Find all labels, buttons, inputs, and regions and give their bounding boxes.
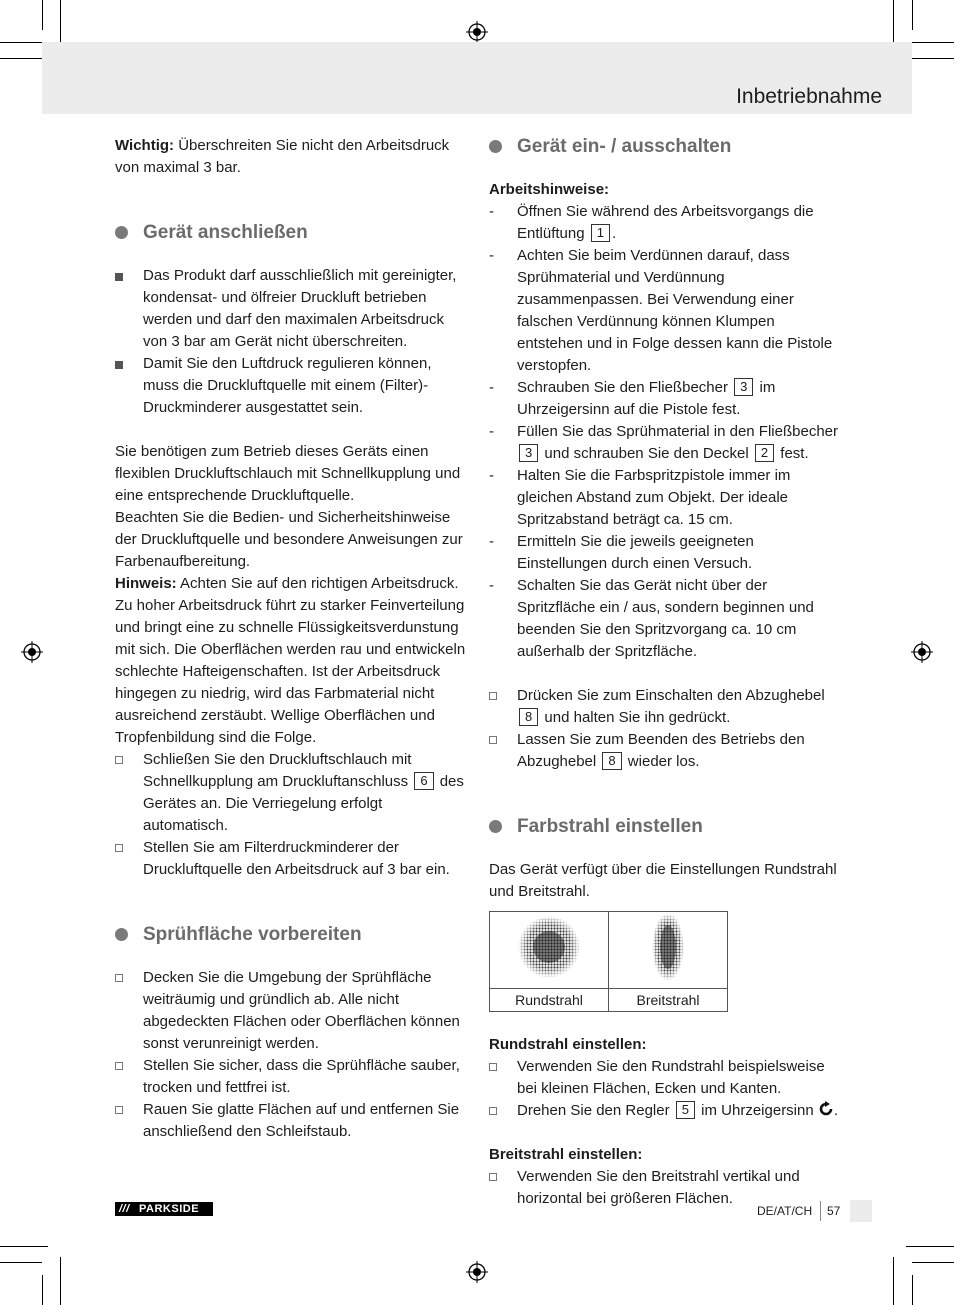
checkbox-bullet-icon [489,1107,497,1115]
footer-block [850,1200,872,1222]
crop-mark [912,1262,954,1263]
round-steps [489,1056,841,1122]
connect-bullets [115,265,467,419]
subhead-work-notes: Arbeitshinweise: [489,181,610,198]
list-item [489,531,841,575]
crop-mark [42,0,43,30]
section-title-switch [489,135,841,159]
checkbox-bullet-icon [489,692,497,700]
list-item-text: im Uhrzeigersinn auf die Pistole fest. [517,379,776,418]
crop-mark [42,1275,43,1305]
checkbox-bullet-icon [489,1173,497,1181]
list-item [489,729,841,773]
dash-bullet-icon: - [489,467,494,484]
list-item-text: fest. [776,445,809,462]
dash-bullet-icon: - [489,247,494,264]
hint-bold: Hinweis: [115,575,177,592]
list-item-text: Drücken Sie zum Einschalten den Abzughebel [517,687,825,704]
list-item [489,201,841,245]
registration-mark-icon [466,21,488,43]
crop-mark [0,1262,42,1263]
list-item [489,377,841,421]
work-notes [489,201,841,663]
list-item-text: und halten Sie ihn gedrückt. [540,709,731,726]
list-item-text: Halten Sie die Farbspritzpistole immer im gleichen Abstand zum Objekt. Der ideale Spritzabstand beträgt ca. 15 cm. [517,467,791,528]
dash-bullet-icon: - [489,423,494,440]
list-item-text: Drehen Sie den Regler [517,1102,670,1119]
round-spray-icon [517,915,581,979]
crop-mark [893,1257,894,1305]
list-item-text: Verwenden Sie den Rundstrahl beispielsweise bei kleinen Flächen, Ecken und Kanten. [517,1058,825,1097]
crop-mark [893,0,894,48]
list-item [115,1055,467,1099]
part-number: 8 [519,708,538,726]
list-item [489,685,841,729]
list-item-text: Ermitteln Sie die jeweils geeigneten Einstellungen durch einen Versuch. [517,533,754,572]
registration-mark-icon [911,641,933,663]
left-column [115,135,467,1143]
list-item [489,421,841,465]
square-bullet-icon [115,273,123,281]
list-item-text: Schrauben Sie den Fließbecher [517,379,728,396]
checkbox-bullet-icon [115,756,123,764]
part-number: 3 [519,444,538,462]
section-title-text: Gerät ein- / ausschalten [517,136,732,157]
list-item-text: Lassen Sie zum Beenden des Betriebs den Abzughebel [517,731,805,770]
list-item-text: und schrauben Sie den Deckel [540,445,749,462]
list-item-text: . [833,1102,839,1119]
clockwise-arrow-icon [818,1101,834,1117]
intro-note [115,135,467,179]
list-item [489,575,841,663]
list-item [115,353,467,419]
prepare-steps [115,967,467,1143]
page-title: Inbetriebnahme [736,85,882,108]
dash-bullet-icon: - [489,533,494,550]
list-item-text: Achten Sie beim Verdünnen darauf, dass Sprühmaterial und Verdünnung zusammenpassen. Bei Verwendung einer falschen Verdünnung können Klumpen entstehen und in Folge dessen kann die Pistole verstopfen. [517,247,833,374]
crop-mark [906,58,954,59]
brand-name: PARKSIDE [139,1203,200,1215]
crop-mark [906,1246,954,1247]
intro-text: Überschreiten Sie nicht den Arbeitsdruck von maximal 3 bar. [115,137,450,176]
paragraph: Das Gerät verfügt über die Einstellungen Rundstrahl und Breitstrahl. [489,861,837,900]
checkbox-bullet-icon [115,844,123,852]
list-item [115,967,467,1055]
part-number: 8 [602,752,621,770]
registration-mark-icon [466,1261,488,1283]
page-number: 57 [827,1204,841,1218]
part-number: 6 [414,772,433,790]
crop-mark [912,0,913,30]
connect-steps [115,749,467,881]
list-item [115,265,467,353]
footer-divider [820,1201,821,1221]
section-title-text: Gerät anschließen [143,222,308,243]
part-number: 3 [734,378,753,396]
list-item-text: des Gerätes an. Die Verriegelung erfolgt automatisch. [143,773,464,834]
list-item-text: Das Produkt darf ausschließlich mit gereinigter, kondensat- und ölfreier Druckluft betrieben werden und darf den maximalen Arbeitsdruck von 3 bar am Gerät nicht überschreiten. [143,267,457,350]
list-item-text: wieder los. [623,753,700,770]
list-item-text: Füllen Sie das Sprühmaterial in den Fließbecher [517,423,838,440]
footer-language: DE/AT/CH [757,1204,813,1218]
switch-steps [489,685,841,773]
list-item-text: Stellen Sie am Filterdruckminderer der Druckluftquelle den Arbeitsdruck auf 3 bar ein. [143,839,450,878]
checkbox-bullet-icon [115,1062,123,1070]
crop-mark [0,1246,48,1247]
square-bullet-icon [115,361,123,369]
checkbox-bullet-icon [115,1106,123,1114]
crop-mark [60,0,61,48]
crop-mark [60,1257,61,1305]
dash-bullet-icon: - [489,379,494,396]
part-number: 1 [591,224,610,242]
list-item [489,1056,841,1100]
subhead-round: Rundstrahl einstellen: [489,1036,647,1053]
checkbox-bullet-icon [489,1063,497,1071]
section-title-text: Sprühfläche vorbereiten [143,924,362,945]
section-title-connect [115,221,467,245]
bullet-dot-icon [489,140,502,153]
wide-pattern-cell [609,912,728,989]
crop-mark [0,58,48,59]
crop-mark [912,1275,913,1305]
round-pattern-label: Rundstrahl [490,989,609,1012]
list-item-text: Decken Sie die Umgebung der Sprühfläche weiträumig und gründlich ab. Alle nicht abgedeckten Flächen oder Oberflächen können sonst verunreinigt werden. [143,969,460,1052]
list-item [115,837,467,881]
checkbox-bullet-icon [489,736,497,744]
wide-pattern-label: Breitstrahl [609,989,728,1012]
list-item-text: Damit Sie den Luftdruck regulieren können, muss die Druckluftquelle mit einem (Filter)-Druckminderer ausgestattet sein. [143,355,432,416]
paragraph: Beachten Sie die Bedien- und Sicherheitshinweise der Druckluftquelle und besondere Anweisungen zur Farbenaufbereitung. [115,509,463,570]
right-column [489,135,841,1210]
list-item-text: . [611,225,617,242]
list-item-text: Schließen Sie den Druckluftschlauch mit Schnellkupplung am Druckluftanschluss [143,751,412,790]
bullet-dot-icon [115,226,128,239]
section-title-spray-pattern [489,815,841,839]
dash-bullet-icon: - [489,577,494,594]
list-item-text: im Uhrzeigersinn [697,1102,814,1119]
bullet-dot-icon [115,928,128,941]
logo-stripes-icon: /// [119,1203,130,1215]
paragraph: Sie benötigen zum Betrieb dieses Geräts einen flexiblen Druckluftschlauch mit Schnellkupplung und eine entsprechende Druckluftquelle. [115,443,461,504]
spray-pattern-table [489,911,728,1012]
list-item [489,465,841,531]
brand-logo [115,1202,213,1216]
section-title-prepare [115,923,467,947]
part-number: 5 [676,1101,695,1119]
bullet-dot-icon [489,820,502,833]
list-item-text: Öffnen Sie während des Arbeitsvorgangs die Entlüftung [517,203,814,242]
wide-spray-icon [648,912,688,982]
list-item-text: Stellen Sie sicher, dass die Sprühfläche sauber, trocken und fettfrei ist. [143,1057,460,1096]
part-number: 2 [755,444,774,462]
dash-bullet-icon: - [489,203,494,220]
round-pattern-cell [490,912,609,989]
list-item [489,1100,841,1122]
crop-mark [0,42,42,43]
crop-mark [912,42,954,43]
checkbox-bullet-icon [115,974,123,982]
hint-text: Achten Sie auf den richtigen Arbeitsdruck. Zu hoher Arbeitsdruck führt zu starker Feinverteilung und bringt eine zu schnelle Flüssigkeitsverdunstung mit sich. Die Oberflächen werden rau und entwickeln schlechte Hafteigenschaften. Ist der Arbeitsdruck hingegen zu niedrig, wird das Farbmaterial nicht ausreichend zerstäubt. Wellige Oberflächen und Tropfenbildung sind die Folge. [115,575,466,746]
list-item-text: Schalten Sie das Gerät nicht über der Spritzfläche ein / aus, sondern beginnen und beenden Sie den Spritzvorgang ca. 10 cm außerhalb der Spritzfläche. [517,577,814,660]
subhead-wide: Breitstrahl einstellen: [489,1146,643,1163]
registration-mark-icon [21,641,43,663]
intro-bold: Wichtig: [115,137,175,154]
list-item [489,245,841,377]
hint-paragraph [115,573,467,749]
list-item-text: Verwenden Sie den Breitstrahl vertikal und horizontal bei größeren Flächen. [517,1168,800,1207]
list-item [115,1099,467,1143]
list-item-text: Rauen Sie glatte Flächen auf und entfernen Sie anschließend den Schleifstaub. [143,1101,460,1140]
list-item [115,749,467,837]
section-title-text: Farbstrahl einstellen [517,816,703,837]
